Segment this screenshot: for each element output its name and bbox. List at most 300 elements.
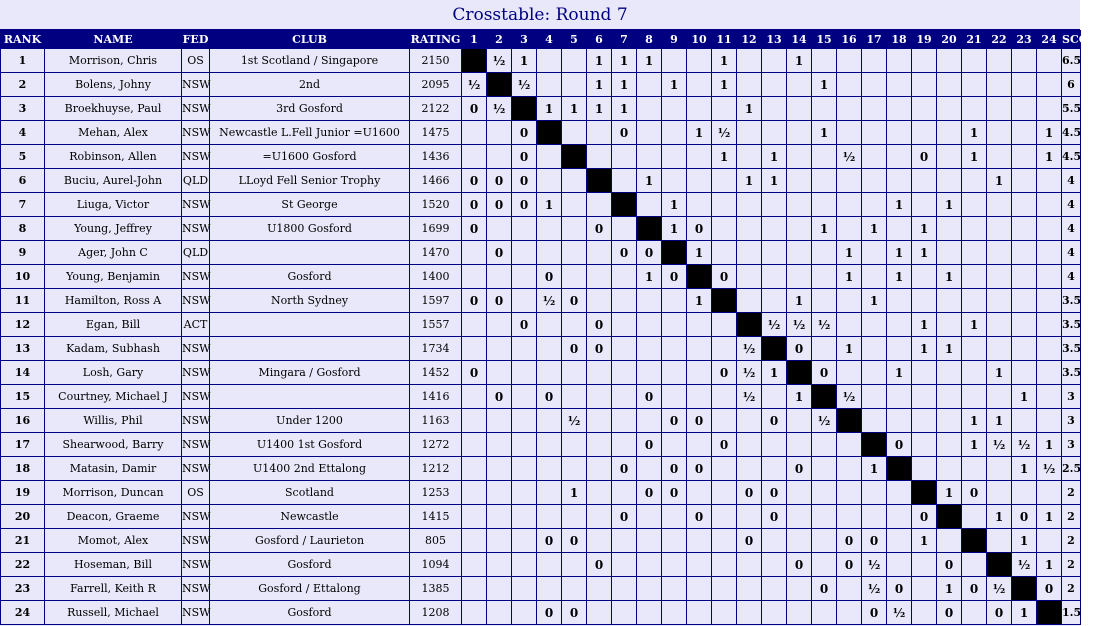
result-cell <box>562 49 587 73</box>
result-cell: 0 <box>512 145 537 169</box>
result-cell <box>662 145 687 169</box>
result-cell <box>1012 97 1037 121</box>
result-cell <box>762 289 787 313</box>
result-cell <box>837 193 862 217</box>
result-cell <box>687 481 712 505</box>
score-cell: 3 <box>1062 433 1081 457</box>
result-cell <box>837 217 862 241</box>
result-cell <box>912 73 937 97</box>
result-cell <box>712 577 737 601</box>
result-cell: 0 <box>512 313 537 337</box>
round-header-11[interactable]: 11 <box>712 31 737 49</box>
result-cell <box>837 289 862 313</box>
result-cell <box>637 289 662 313</box>
result-cell: 1 <box>762 145 787 169</box>
result-cell: 0 <box>837 553 862 577</box>
result-cell <box>537 313 562 337</box>
result-cell: 1 <box>687 121 712 145</box>
result-cell <box>662 121 687 145</box>
result-cell: 0 <box>662 457 687 481</box>
result-cell <box>937 97 962 121</box>
result-cell <box>487 409 512 433</box>
result-cell <box>687 385 712 409</box>
result-cell <box>487 313 512 337</box>
rating-cell: 1597 <box>410 289 462 313</box>
rating-cell: 1208 <box>410 601 462 625</box>
result-cell <box>987 289 1012 313</box>
round-header-21[interactable]: 21 <box>962 31 987 49</box>
result-cell: 1 <box>937 577 962 601</box>
player-name-cell: Shearwood, Barry <box>45 433 182 457</box>
result-cell <box>462 481 487 505</box>
score-cell: 3.5 <box>1062 313 1081 337</box>
rating-cell: 1253 <box>410 481 462 505</box>
result-cell: 0 <box>512 169 537 193</box>
result-cell: ½ <box>812 409 837 433</box>
result-cell: 1 <box>762 169 787 193</box>
result-cell <box>837 457 862 481</box>
result-cell <box>987 241 1012 265</box>
result-cell <box>662 313 687 337</box>
result-cell <box>1012 49 1037 73</box>
result-cell <box>787 601 812 625</box>
table-row <box>1 601 1081 625</box>
fed-cell: NSW <box>182 121 210 145</box>
result-cell <box>462 433 487 457</box>
result-cell <box>637 337 662 361</box>
rating-cell: 1163 <box>410 409 462 433</box>
result-cell <box>912 577 937 601</box>
round-header-18[interactable]: 18 <box>887 31 912 49</box>
result-cell: 0 <box>487 193 512 217</box>
result-cell <box>1012 337 1037 361</box>
result-cell <box>912 193 937 217</box>
rating-cell: 1734 <box>410 337 462 361</box>
result-cell: 0 <box>787 457 812 481</box>
round-header-22[interactable]: 22 <box>987 31 1012 49</box>
rank-cell: 5 <box>1 145 45 169</box>
result-cell <box>862 265 887 289</box>
result-cell <box>612 409 637 433</box>
result-cell <box>737 505 762 529</box>
result-cell: 1 <box>962 313 987 337</box>
result-cell <box>737 241 762 265</box>
result-cell: ½ <box>512 73 537 97</box>
round-header-9[interactable]: 9 <box>662 31 687 49</box>
player-name-cell: Matasin, Damir <box>45 457 182 481</box>
result-cell: 1 <box>1037 121 1062 145</box>
result-cell: 0 <box>537 601 562 625</box>
result-cell <box>462 505 487 529</box>
club-header[interactable]: CLUB <box>210 31 410 49</box>
result-cell: 0 <box>662 409 687 433</box>
result-cell <box>512 433 537 457</box>
score-cell: 4.5 <box>1062 145 1081 169</box>
result-cell: 0 <box>462 193 487 217</box>
result-cell <box>937 433 962 457</box>
result-cell: 1 <box>537 193 562 217</box>
fed-header[interactable]: FED <box>182 31 210 49</box>
result-cell <box>562 73 587 97</box>
result-cell <box>862 337 887 361</box>
result-cell <box>562 217 587 241</box>
result-cell: ½ <box>487 49 512 73</box>
result-cell: ½ <box>537 289 562 313</box>
result-cell <box>587 409 612 433</box>
club-cell: St George <box>210 193 410 217</box>
result-cell <box>662 601 687 625</box>
player-name-cell: Young, Benjamin <box>45 265 182 289</box>
table-row <box>1 553 1081 577</box>
result-cell <box>987 49 1012 73</box>
table-row <box>1 73 1081 97</box>
name-header[interactable]: NAME <box>45 31 182 49</box>
result-cell: 0 <box>537 265 562 289</box>
result-cell: 1 <box>612 49 637 73</box>
result-cell <box>887 481 912 505</box>
rating-header[interactable]: RATING <box>410 31 462 49</box>
result-cell <box>512 529 537 553</box>
result-cell <box>537 217 562 241</box>
club-cell: 3rd Gosford <box>210 97 410 121</box>
result-cell: ½ <box>487 97 512 121</box>
result-cell: 1 <box>787 49 812 73</box>
club-cell: LLoyd Fell Senior Trophy <box>210 169 410 193</box>
result-cell <box>687 49 712 73</box>
score-cell: 4 <box>1062 169 1081 193</box>
player-name-cell: Momot, Alex <box>45 529 182 553</box>
club-cell: Newcastle L.Fell Junior =U1600 <box>210 121 410 145</box>
score-cell: 2 <box>1062 553 1081 577</box>
result-cell <box>712 97 737 121</box>
result-cell <box>587 193 612 217</box>
result-cell: 1 <box>1037 145 1062 169</box>
result-cell: 1 <box>987 169 1012 193</box>
result-cell <box>1012 481 1037 505</box>
result-cell <box>737 553 762 577</box>
result-cell <box>637 505 662 529</box>
result-cell <box>787 409 812 433</box>
result-cell <box>487 529 512 553</box>
result-cell: 0 <box>787 337 812 361</box>
result-cell <box>462 457 487 481</box>
result-cell <box>487 505 512 529</box>
result-cell <box>787 481 812 505</box>
result-cell <box>1012 409 1037 433</box>
result-cell <box>837 601 862 625</box>
result-cell <box>862 193 887 217</box>
fed-cell: QLD <box>182 241 210 265</box>
result-cell <box>587 529 612 553</box>
result-cell: 1 <box>637 265 662 289</box>
round-header-14[interactable]: 14 <box>787 31 812 49</box>
round-header-10[interactable]: 10 <box>687 31 712 49</box>
player-name-cell: Broekhuyse, Paul <box>45 97 182 121</box>
result-cell <box>812 553 837 577</box>
fed-cell: NSW <box>182 145 210 169</box>
result-cell: 0 <box>637 241 662 265</box>
result-cell: 0 <box>937 553 962 577</box>
result-cell <box>812 457 837 481</box>
round-header-13[interactable]: 13 <box>762 31 787 49</box>
result-cell <box>687 577 712 601</box>
result-cell <box>812 145 837 169</box>
result-cell <box>1012 193 1037 217</box>
round-header-24[interactable]: 24 <box>1037 31 1062 49</box>
self-cell <box>537 121 562 145</box>
club-cell: U1400 1st Gosford <box>210 433 410 457</box>
result-cell <box>637 361 662 385</box>
round-header-5[interactable]: 5 <box>562 31 587 49</box>
result-cell <box>937 73 962 97</box>
result-cell: 1 <box>1037 433 1062 457</box>
result-cell: 0 <box>512 121 537 145</box>
round-header-17[interactable]: 17 <box>862 31 887 49</box>
score-cell: 3 <box>1062 409 1081 433</box>
round-header-6[interactable]: 6 <box>587 31 612 49</box>
result-cell <box>587 457 612 481</box>
fed-cell: NSW <box>182 289 210 313</box>
result-cell: 1 <box>962 145 987 169</box>
rank-cell: 2 <box>1 73 45 97</box>
result-cell <box>737 433 762 457</box>
result-cell <box>662 49 687 73</box>
result-cell <box>462 601 487 625</box>
player-name-cell: Hamilton, Ross A <box>45 289 182 313</box>
result-cell <box>987 265 1012 289</box>
result-cell <box>637 409 662 433</box>
rating-cell: 1415 <box>410 505 462 529</box>
rating-cell: 1699 <box>410 217 462 241</box>
result-cell: 0 <box>762 481 787 505</box>
result-cell: 0 <box>662 265 687 289</box>
rank-cell: 8 <box>1 217 45 241</box>
result-cell: 1 <box>862 289 887 313</box>
result-cell: 0 <box>487 241 512 265</box>
rating-cell: 1272 <box>410 433 462 457</box>
round-header-23[interactable]: 23 <box>1012 31 1037 49</box>
result-cell: 0 <box>687 505 712 529</box>
table-row <box>1 145 1081 169</box>
table-row <box>1 481 1081 505</box>
result-cell <box>787 97 812 121</box>
round-header-16[interactable]: 16 <box>837 31 862 49</box>
rating-cell: 1416 <box>410 385 462 409</box>
result-cell: 0 <box>1012 505 1037 529</box>
result-cell: 0 <box>962 481 987 505</box>
result-cell <box>1012 313 1037 337</box>
rank-cell: 15 <box>1 385 45 409</box>
fed-cell: NSW <box>182 457 210 481</box>
result-cell <box>537 577 562 601</box>
rank-cell: 19 <box>1 481 45 505</box>
result-cell <box>787 121 812 145</box>
result-cell <box>837 169 862 193</box>
fed-cell: NSW <box>182 73 210 97</box>
rating-cell: 1400 <box>410 265 462 289</box>
result-cell: 1 <box>662 73 687 97</box>
score-cell: 3.5 <box>1062 361 1081 385</box>
round-header-4[interactable]: 4 <box>537 31 562 49</box>
player-name-cell: Farrell, Keith R <box>45 577 182 601</box>
result-cell <box>837 49 862 73</box>
result-cell: 0 <box>462 169 487 193</box>
result-cell <box>762 457 787 481</box>
rating-cell: 1436 <box>410 145 462 169</box>
result-cell: 1 <box>862 217 887 241</box>
result-cell: 0 <box>687 409 712 433</box>
self-cell <box>662 241 687 265</box>
result-cell: 0 <box>462 217 487 241</box>
result-cell <box>937 529 962 553</box>
fed-cell: OS <box>182 49 210 73</box>
rank-cell: 13 <box>1 337 45 361</box>
result-cell: 1 <box>1012 529 1037 553</box>
self-cell <box>637 217 662 241</box>
result-cell: 1 <box>1012 457 1037 481</box>
rating-cell: 1212 <box>410 457 462 481</box>
round-header-3[interactable]: 3 <box>512 31 537 49</box>
result-cell <box>862 505 887 529</box>
result-cell: 1 <box>662 193 687 217</box>
result-cell <box>812 241 837 265</box>
player-name-cell: Bolens, Johny <box>45 73 182 97</box>
result-cell: 1 <box>687 241 712 265</box>
result-cell <box>712 553 737 577</box>
result-cell <box>687 601 712 625</box>
result-cell <box>787 193 812 217</box>
rank-cell: 24 <box>1 601 45 625</box>
result-cell: 1 <box>887 241 912 265</box>
club-cell: Gosford <box>210 553 410 577</box>
result-cell <box>737 217 762 241</box>
result-cell <box>862 121 887 145</box>
round-header-7[interactable]: 7 <box>612 31 637 49</box>
round-header-19[interactable]: 19 <box>912 31 937 49</box>
result-cell <box>1037 265 1062 289</box>
result-cell: 1 <box>912 529 937 553</box>
result-cell: 0 <box>587 553 612 577</box>
result-cell <box>887 145 912 169</box>
result-cell <box>587 433 612 457</box>
result-cell: ½ <box>562 409 587 433</box>
result-cell <box>712 385 737 409</box>
result-cell: 0 <box>912 505 937 529</box>
result-cell: 0 <box>737 481 762 505</box>
round-header-8[interactable]: 8 <box>637 31 662 49</box>
result-cell <box>637 73 662 97</box>
rank-cell: 3 <box>1 97 45 121</box>
result-cell <box>912 361 937 385</box>
fed-cell: NSW <box>182 385 210 409</box>
result-cell <box>837 97 862 121</box>
result-cell <box>687 145 712 169</box>
self-cell <box>612 193 637 217</box>
result-cell <box>962 553 987 577</box>
result-cell <box>512 481 537 505</box>
rating-cell: 1475 <box>410 121 462 145</box>
result-cell: 1 <box>912 217 937 241</box>
round-header-2[interactable]: 2 <box>487 31 512 49</box>
result-cell <box>712 457 737 481</box>
result-cell <box>912 385 937 409</box>
result-cell <box>687 553 712 577</box>
result-cell: 1 <box>712 49 737 73</box>
result-cell: 1 <box>962 121 987 145</box>
fed-cell: NSW <box>182 601 210 625</box>
result-cell <box>962 73 987 97</box>
table-row <box>1 433 1081 457</box>
result-cell <box>1037 337 1062 361</box>
result-cell <box>712 241 737 265</box>
club-cell: Scotland <box>210 481 410 505</box>
result-cell <box>1037 409 1062 433</box>
result-cell <box>937 217 962 241</box>
result-cell <box>737 73 762 97</box>
result-cell: 1 <box>637 169 662 193</box>
result-cell <box>687 529 712 553</box>
result-cell <box>787 529 812 553</box>
round-header-15[interactable]: 15 <box>812 31 837 49</box>
rank-cell: 18 <box>1 457 45 481</box>
score-cell: 4 <box>1062 193 1081 217</box>
result-cell <box>537 49 562 73</box>
fed-cell: ACT <box>182 313 210 337</box>
result-cell <box>787 145 812 169</box>
round-header-20[interactable]: 20 <box>937 31 962 49</box>
round-header-1[interactable]: 1 <box>462 31 487 49</box>
result-cell <box>487 481 512 505</box>
result-cell: 0 <box>737 529 762 553</box>
result-cell <box>887 289 912 313</box>
result-cell <box>1012 217 1037 241</box>
rating-cell: 1466 <box>410 169 462 193</box>
result-cell <box>762 241 787 265</box>
result-cell <box>762 217 787 241</box>
result-cell: 0 <box>887 433 912 457</box>
result-cell <box>887 505 912 529</box>
result-cell: 1 <box>862 457 887 481</box>
score-header[interactable]: SCORE <box>1062 31 1081 49</box>
result-cell: 0 <box>562 289 587 313</box>
score-cell: 6.5 <box>1062 49 1081 73</box>
result-cell: 0 <box>562 337 587 361</box>
result-cell <box>512 577 537 601</box>
result-cell <box>462 265 487 289</box>
result-cell <box>987 193 1012 217</box>
result-cell <box>962 265 987 289</box>
result-cell <box>612 529 637 553</box>
result-cell <box>987 385 1012 409</box>
result-cell <box>587 145 612 169</box>
rank-header[interactable]: RANK <box>1 31 45 49</box>
result-cell: 0 <box>587 337 612 361</box>
result-cell <box>887 49 912 73</box>
rating-cell: 2122 <box>410 97 462 121</box>
result-cell <box>937 313 962 337</box>
result-cell <box>712 313 737 337</box>
result-cell <box>962 337 987 361</box>
result-cell <box>712 169 737 193</box>
result-cell <box>562 553 587 577</box>
result-cell <box>562 433 587 457</box>
result-cell <box>962 241 987 265</box>
rating-cell: 1094 <box>410 553 462 577</box>
result-cell: 0 <box>662 481 687 505</box>
result-cell: 0 <box>462 361 487 385</box>
result-cell <box>737 145 762 169</box>
round-header-12[interactable]: 12 <box>737 31 762 49</box>
